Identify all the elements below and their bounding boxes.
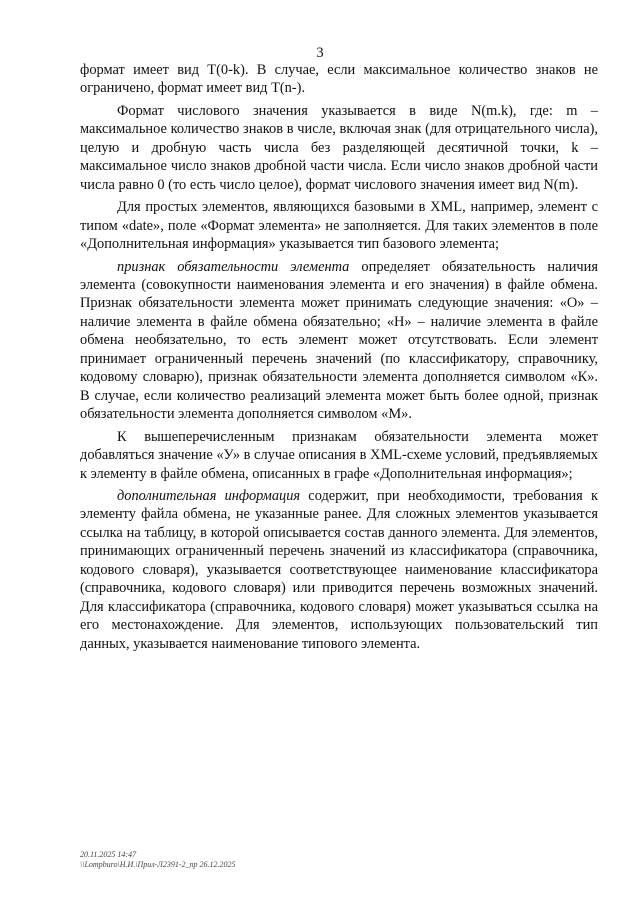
paragraph-mandatory-flag xyxy=(80,258,598,424)
page-number: 3 xyxy=(316,45,324,61)
footer-file-path: \\Lompburo\Н.И.\Прил-Л2391-2_пр 26.12.2025 xyxy=(80,860,236,869)
paragraph-mandatory-flag-text: определяет обязательность наличия элемента (совокупности наименования элемента и его значения) в файле обмена. Признак обязательности элемента может принимать следующие значения: «О» – наличие элемента в файле обмена обязательно; «Н» – наличие элемента в файле обмена необязательно, то есть элемент может отсутствовать. Если элемент принимает ограниченный перечень значений (по классификатору, справочнику, кодовому словарю), признак обязательности элемента дополняется символом «К». В случае, если количество реализаций элемента может быть более одной, признак обязательности элемента дополняется символом «М». xyxy=(80,258,598,423)
footer-timestamp: 20.11.2025 14:47 xyxy=(80,850,137,859)
paragraph-simple-elements: Для простых элементов, являющихся базовыми в XML, например, элемент с типом «date», поле «Формат элемента» не заполняется. Для таких элементов в поле «Дополнительная информация» указывается тип базового элемента; xyxy=(80,199,598,253)
paragraph-additional-info-text: содержит, при необходимости, требования к элементу файла обмена, не указанные ранее. Для сложных элементов указывается ссылка на таблицу, в которой описывается состав данного элемента. Для элементов, принимающих ограниченный перечень значений из классификатора (справочника, кодового словаря), указывается соответствующее наименование классификатора (справочника, кодового словаря) или приводится перечень возможных значений. Для классификатора (справочника, кодового словаря) может указываться ссылка на его местонахождение. Для элементов, использующих пользовательский тип данных, указывается наименование типового элемента. xyxy=(80,487,598,652)
document-body xyxy=(80,61,598,653)
paragraph-text-format-continued: формат имеет вид T(0-k). В случае, если максимальное количество знаков не ограничено, формат имеет вид T(n-). xyxy=(80,62,598,97)
term-mandatory-flag: признак обязательности элемента xyxy=(117,258,350,275)
paragraph-additional-info xyxy=(80,487,598,653)
paragraph-numeric-format: Формат числового значения указывается в виде N(m.k), где: m – максимальное количество знаков в числе, включая знак (для отрицательного числа), целую и дробную часть числа без разделяющей десятичной точки, k – максимальное число знаков дробной части числа. Если число знаков дробной части числа равно 0 (то есть число целое), формат числового значения имеет вид N(m). xyxy=(80,102,598,193)
term-additional-info: дополнительная информация xyxy=(117,487,301,504)
paragraph-condition-value: К вышеперечисленным признакам обязательности элемента может добавляться значение «У» в случае описания в XML-схеме условий, предъявляемых к элементу в файле обмена, описанных в графе «Дополнительная информация»; xyxy=(80,428,598,482)
print-footer xyxy=(80,850,236,870)
